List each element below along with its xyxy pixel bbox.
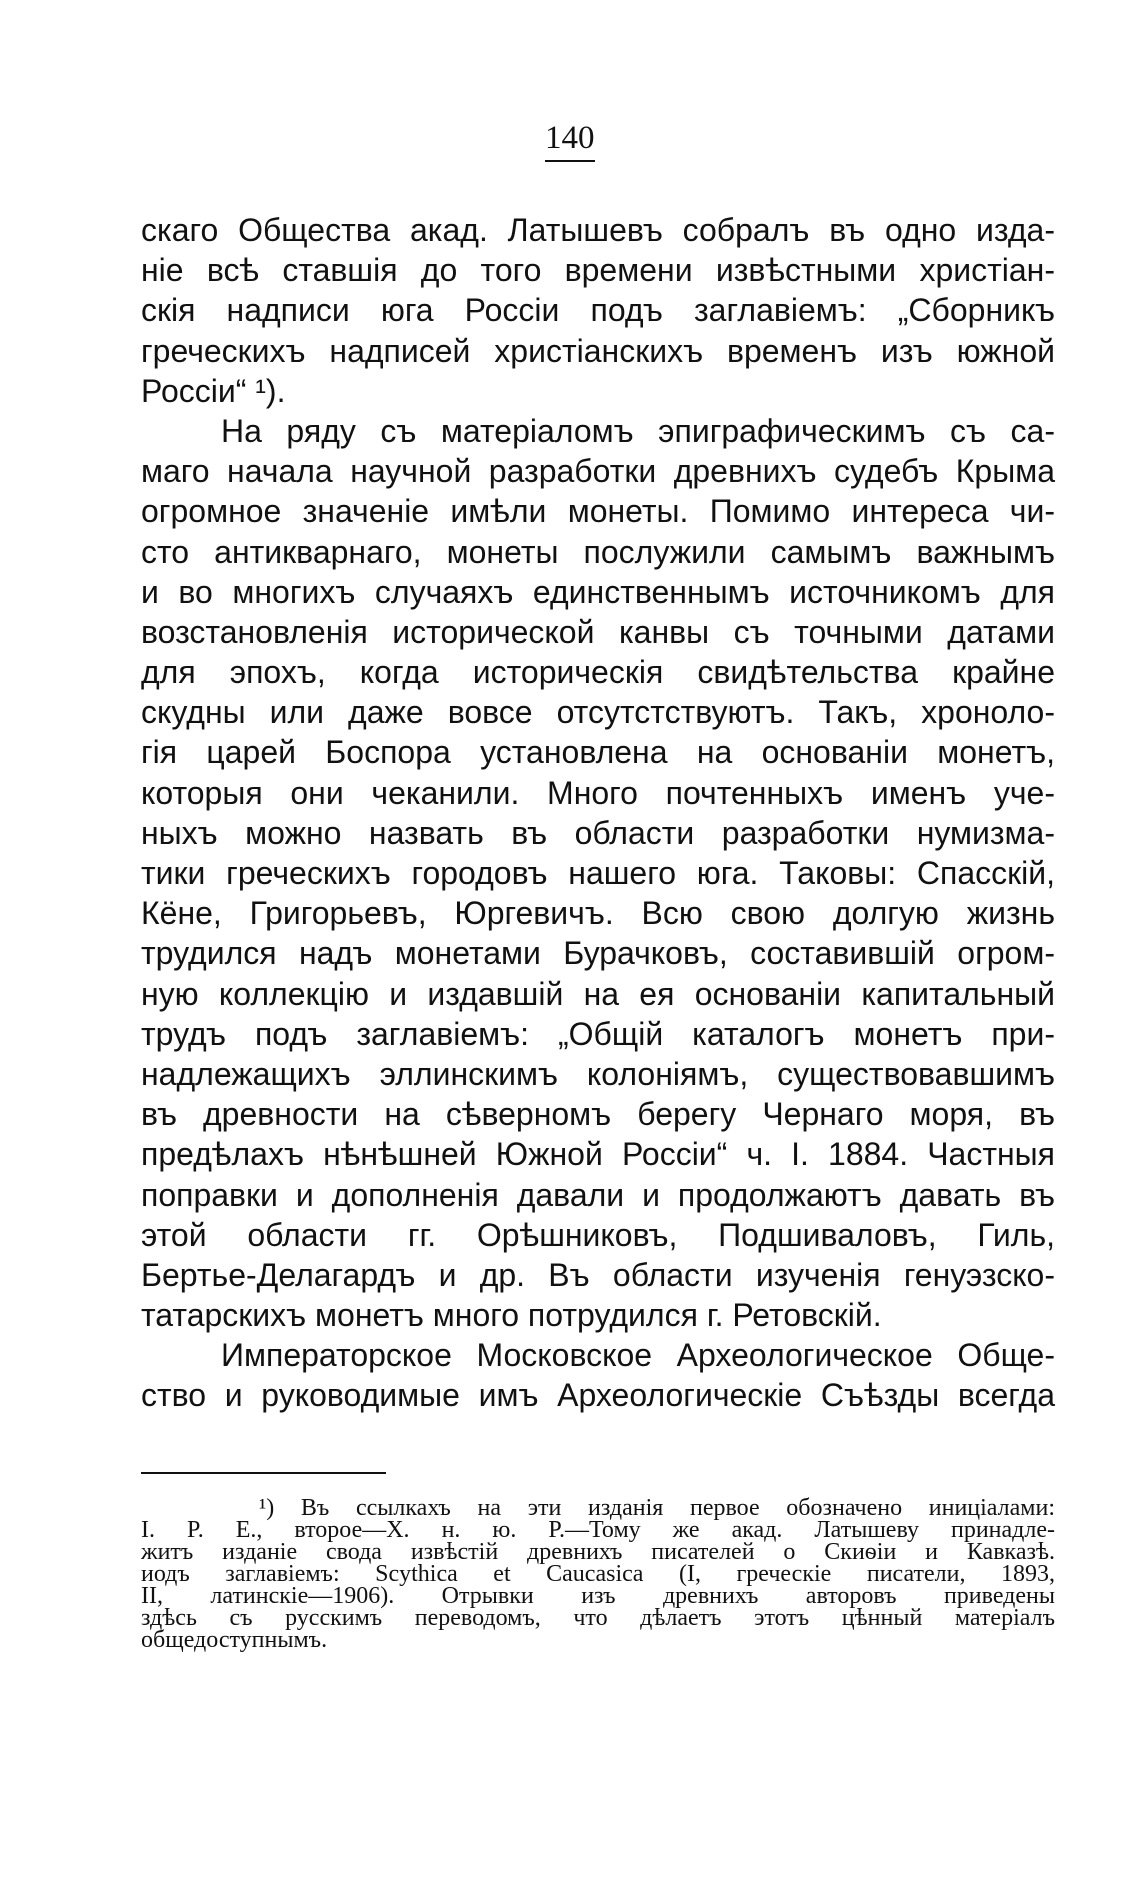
footnote-line: здѣсь съ русскимъ переводомъ, что дѣлаетъ этотъ цѣнный матеріалъ xyxy=(141,1605,1055,1631)
footnote-line: II, латинскіе—1906). Отрывки изъ древнихъ авторовъ приведены xyxy=(141,1583,1055,1609)
text-line: этой области гг. Орѣшниковъ, Подшиваловъ, Гиль, xyxy=(141,1216,1055,1253)
text-line: для эпохъ, когда историческія свидѣтельства крайне xyxy=(141,654,1055,691)
text-line: Россіи“ ¹). xyxy=(141,372,286,409)
paragraph xyxy=(141,1335,1055,1415)
text-line: татарскихъ монетъ много потрудился г. Ретовскій. xyxy=(141,1297,882,1334)
text-line: На ряду съ матеріаломъ эпиграфическимъ съ са- xyxy=(221,412,1055,449)
footnote-line: житъ изданіе свода извѣстій древнихъ писателей о Скиѳіи и Кавказѣ. xyxy=(141,1539,1055,1565)
paragraph xyxy=(141,210,1055,411)
text-line: ніе всѣ ставшія до того времени извѣстными христіан- xyxy=(141,252,1055,289)
footnote-line: общедоступнымъ. xyxy=(141,1627,328,1653)
text-line: Кёне, Григорьевъ, Юргевичъ. Всю свою долгую жизнь xyxy=(141,895,1055,932)
text-line: возстановленія исторической канвы съ точными датами xyxy=(141,613,1055,650)
footnote-line: ¹) Въ ссылкахъ на эти изданія первое обозначено иниціалами: xyxy=(259,1495,1055,1521)
footnote-line: иодъ заглавіемъ: Scythica et Caucasica (I, греческіе писатели, 1893, xyxy=(141,1561,1055,1587)
page-number: 140 xyxy=(545,118,595,162)
text-line: скаго Общества акад. Латышевъ собралъ въ одно изда- xyxy=(141,212,1055,248)
text-line: надлежащихъ эллинскимъ колоніямъ, существовавшимъ xyxy=(141,1055,1055,1092)
text-line: Императорское Московское Археологическое Обще- xyxy=(221,1337,1055,1374)
footnote-divider xyxy=(141,1472,386,1474)
text-line: тики греческихъ городовъ нашего юга. Таковы: Спасскій, xyxy=(141,855,1055,891)
paragraph xyxy=(141,411,1055,1335)
text-line: предѣлахъ нѣнѣшней Южной Россіи“ ч. I. 1884. Частныя xyxy=(141,1136,1055,1173)
text-line: маго начала научной разработки древнихъ судебъ Крыма xyxy=(141,453,1055,490)
text-line: гія царей Боспора установлена на основаніи монетъ, xyxy=(141,734,1055,771)
text-line: которыя они чеканили. Много почтенныхъ именъ уче- xyxy=(141,774,1055,811)
text-line: ство и руководимые имъ Археологическіе Съѣзды всегда xyxy=(141,1377,1055,1414)
text-line: трудъ подъ заглавіемъ: „Общій каталогъ монетъ при- xyxy=(141,1015,1055,1052)
text-line: ную коллекцію и издавшій на ея основаніи капитальный xyxy=(141,975,1055,1012)
footnote xyxy=(141,1497,1055,1651)
text-line: скудны или даже вовсе отсутстствуютъ. Такъ, хроноло- xyxy=(141,694,1055,731)
body-text xyxy=(141,210,1055,1416)
text-line: Бертье-Делагардъ и др. Въ области изученія генуэзско- xyxy=(141,1256,1055,1293)
text-line: поправки и дополненія давали и продолжаютъ давать въ xyxy=(141,1176,1055,1213)
text-line: и во многихъ случаяхъ единственнымъ источникомъ для xyxy=(141,573,1055,610)
text-line: въ древности на сѣверномъ берегу Чернаго моря, въ xyxy=(141,1096,1055,1133)
text-line: сто антикварнаго, монеты послужили самымъ важнымъ xyxy=(141,533,1055,570)
text-line: скія надписи юга Россіи подъ заглавіемъ: „Сборникъ xyxy=(141,292,1055,329)
text-line: греческихъ надписей христіанскихъ временъ изъ южной xyxy=(141,332,1055,369)
text-line: огромное значеніе имѣли монеты. Помимо интереса чи- xyxy=(141,493,1055,530)
footnote-line: I. P. E., второе—X. н. ю. P.—Тому же акад. Латышеву принадле- xyxy=(141,1517,1055,1543)
text-line: трудился надъ монетами Бурачковъ, составившій огром- xyxy=(141,935,1055,972)
text-line: ныхъ можно назвать въ области разработки нумизма- xyxy=(141,814,1055,851)
